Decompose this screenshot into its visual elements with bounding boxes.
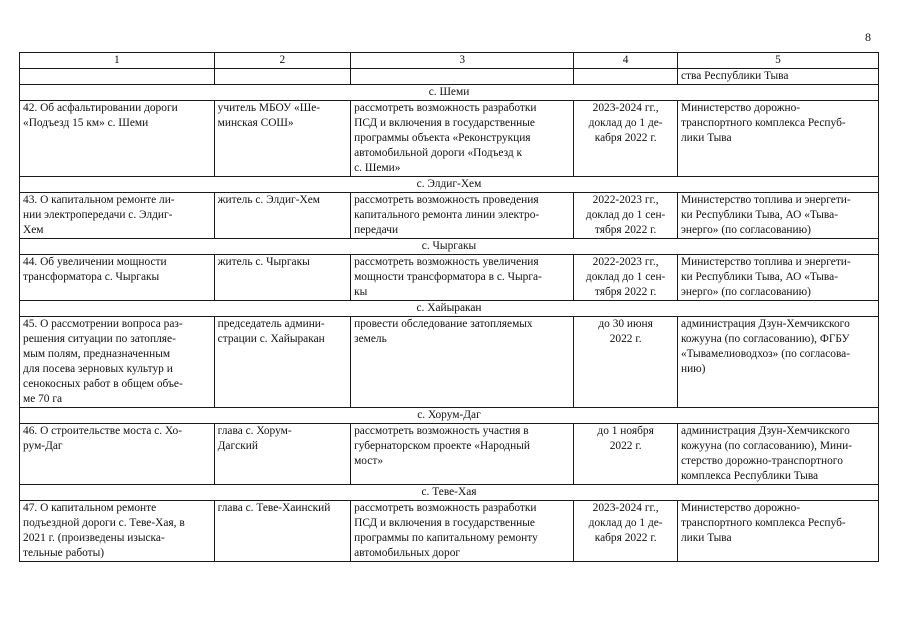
request-cell (20, 101, 215, 177)
table-cell (20, 69, 215, 85)
cell-line: рассмотреть возможность разработки (354, 102, 537, 114)
cell-line: глава с. Хорум- (217, 425, 292, 437)
table-body (20, 53, 879, 562)
cell-line: программы объекта «Реконструкция (354, 132, 531, 144)
responsible-cell: ства Республики Тыва (677, 69, 878, 85)
settlement-name: с. Чыргакы (20, 239, 879, 255)
cell-line: житель с. Чыргакы (217, 256, 310, 268)
cell-line: мощности трансформатора в с. Чырга- (354, 271, 542, 283)
table-cell (214, 69, 350, 85)
cell-line: ПСД и включения в государственные (354, 517, 535, 529)
settlement-header-row (20, 301, 879, 317)
table-cell (574, 69, 678, 85)
cell-line: 47. О капитальном ремонте (23, 502, 157, 514)
deadline-cell (574, 193, 678, 239)
cell-line: нию) (680, 363, 706, 375)
cell-line: автомобильных дорог (354, 547, 461, 559)
cell-line: председатель админи- (217, 318, 325, 330)
responsible-cell (677, 193, 878, 239)
cell-line: кабря 2022 г. (594, 532, 657, 544)
cell-line: подъездной дороги с. Теве-Хая, в (23, 517, 185, 529)
header-cell: 2 (214, 53, 350, 69)
settlement-header-row (20, 239, 879, 255)
initiator-cell (214, 255, 350, 301)
cell-line: «Тывамелиоводхоз» (по согласова- (680, 348, 851, 360)
responsible-cell (677, 317, 878, 408)
cell-line: транспортного комплекса Респуб- (680, 117, 846, 129)
action-cell (351, 424, 574, 485)
settlement-name: с. Шеми (20, 85, 879, 101)
cell-line: Министерство топлива и энергети- (680, 194, 851, 206)
cell-line: 43. О капитальном ремонте ли- (23, 194, 175, 206)
settlement-name: с. Хайыракан (20, 301, 879, 317)
deadline-cell (574, 501, 678, 562)
cell-line: передачи (354, 224, 399, 236)
settlement-header-row (20, 177, 879, 193)
cell-line: мым полям, предназначенным (23, 348, 171, 360)
cell-line: энерго» (по согласованию) (680, 224, 811, 236)
initiator-cell (214, 193, 350, 239)
cell-line: глава с. Теве-Хаинский (217, 502, 331, 514)
cell-line: тября 2022 г. (594, 224, 657, 236)
table-row (20, 101, 879, 177)
cell-line: 2023-2024 гг., (592, 502, 659, 514)
document-table (19, 52, 879, 562)
cell-line: губернаторском проекте «Народный (354, 440, 530, 452)
cell-line: минская СОШ» (217, 117, 294, 129)
cell-line: 44. Об увеличении мощности (23, 256, 167, 268)
cell-line: 2022-2023 гг., (592, 194, 659, 206)
deadline-cell (574, 317, 678, 408)
action-cell (351, 193, 574, 239)
table-row (20, 255, 879, 301)
deadline-cell (574, 424, 678, 485)
request-cell (20, 424, 215, 485)
cell-line: 42. Об асфальтировании дороги (23, 102, 178, 114)
request-cell (20, 255, 215, 301)
cell-line: рум-Даг (23, 440, 63, 452)
cell-line: 2022 г. (609, 333, 642, 345)
cell-line: рассмотреть возможность проведения (354, 194, 539, 206)
table-cell (351, 69, 574, 85)
cell-line: кабря 2022 г. (594, 132, 657, 144)
table-row (20, 193, 879, 239)
cell-line: рассмотреть возможность разработки (354, 502, 537, 514)
request-cell (20, 193, 215, 239)
initiator-cell (214, 424, 350, 485)
header-cell: 4 (574, 53, 678, 69)
cell-line: для посева зерновых культур и (23, 363, 173, 375)
continuation-row (20, 69, 879, 85)
cell-line: кожууна (по согласованию), ФГБУ (680, 333, 850, 345)
request-cell (20, 317, 215, 408)
cell-line: 2022-2023 гг., (592, 256, 659, 268)
cell-line: сенокосных работ в общем объе- (23, 378, 183, 390)
cell-line: тября 2022 г. (594, 286, 657, 298)
responsible-cell (677, 424, 878, 485)
cell-line: страции с. Хайыракан (217, 333, 325, 345)
action-cell (351, 101, 574, 177)
settlement-name: с. Хорум-Даг (20, 408, 879, 424)
cell-line: комплекса Республики Тыва (680, 470, 819, 482)
header-cell: 1 (20, 53, 215, 69)
cell-line: житель с. Элдиг-Хем (217, 194, 321, 206)
table-row (20, 424, 879, 485)
cell-line: 2023-2024 гг., (592, 102, 659, 114)
settlement-header-row (20, 85, 879, 101)
page-number: 8 (865, 30, 871, 44)
settlement-header-row (20, 408, 879, 424)
cell-line: решения ситуации по затопляе- (23, 333, 176, 345)
cell-line: транспортного комплекса Респуб- (680, 517, 846, 529)
cell-line: Министерство дорожно- (680, 502, 801, 514)
cell-line: 2021 г. (произведены изыска- (23, 532, 165, 544)
cell-line: трансформатора с. Чыргакы (23, 271, 160, 283)
cell-line: автомобильной дороги «Подъезд к (354, 147, 523, 159)
cell-line: доклад до 1 сен- (585, 209, 666, 221)
cell-line: 2022 г. (609, 440, 642, 452)
action-cell (351, 255, 574, 301)
cell-line: нии электропередачи с. Элдиг- (23, 209, 173, 221)
cell-line: провести обследование затопляемых (354, 318, 533, 330)
action-cell (351, 501, 574, 562)
cell-line: доклад до 1 сен- (585, 271, 666, 283)
cell-line: ме 70 га (23, 393, 63, 405)
cell-line: «Подъезд 15 км» с. Шеми (23, 117, 149, 129)
cell-line: администрация Дзун-Хемчикского (680, 318, 850, 330)
cell-line: ки Республики Тыва, АО «Тыва- (680, 209, 839, 221)
cell-line: ки Республики Тыва, АО «Тыва- (680, 271, 839, 283)
deadline-cell (574, 101, 678, 177)
cell-line: кы (354, 286, 368, 298)
cell-line: тельные работы) (23, 547, 105, 559)
request-cell (20, 501, 215, 562)
cell-line: рассмотреть возможность увеличения (354, 256, 539, 268)
cell-line: рассмотреть возможность участия в (354, 425, 529, 437)
cell-line: с. Шеми» (354, 162, 401, 174)
header-cell: 3 (351, 53, 574, 69)
header-row (20, 53, 879, 69)
cell-line: Дагский (217, 440, 258, 452)
cell-line: доклад до 1 де- (588, 517, 663, 529)
cell-line: лики Тыва (680, 532, 732, 544)
responsible-cell (677, 501, 878, 562)
cell-line: ПСД и включения в государственные (354, 117, 535, 129)
cell-line: кожууна (по согласованию), Мини- (680, 440, 853, 452)
deadline-cell (574, 255, 678, 301)
cell-line: до 1 ноября (597, 425, 654, 437)
initiator-cell (214, 101, 350, 177)
initiator-cell (214, 317, 350, 408)
cell-line: программы по капитальному ремонту (354, 532, 538, 544)
responsible-cell (677, 255, 878, 301)
cell-line: стерство дорожно-транспортного (680, 455, 843, 467)
initiator-cell (214, 501, 350, 562)
cell-line: доклад до 1 де- (588, 117, 663, 129)
cell-line: администрация Дзун-Хемчикского (680, 425, 850, 437)
cell-line: лики Тыва (680, 132, 732, 144)
header-cell: 5 (677, 53, 878, 69)
cell-line: 46. О строительстве моста с. Хо- (23, 425, 182, 437)
settlement-header-row (20, 485, 879, 501)
cell-line: энерго» (по согласованию) (680, 286, 811, 298)
cell-line: земель (354, 333, 387, 345)
cell-line: капитального ремонта линии электро- (354, 209, 540, 221)
table-row (20, 317, 879, 408)
cell-line: Министерство дорожно- (680, 102, 801, 114)
action-cell (351, 317, 574, 408)
cell-line: мост» (354, 455, 384, 467)
cell-line: 45. О рассмотрении вопроса раз- (23, 318, 183, 330)
cell-line: Хем (23, 224, 44, 236)
settlement-name: с. Элдиг-Хем (20, 177, 879, 193)
cell-line: до 30 июня (598, 318, 653, 330)
table-row (20, 501, 879, 562)
cell-line: Министерство топлива и энергети- (680, 256, 851, 268)
settlement-name: с. Теве-Хая (20, 485, 879, 501)
cell-line: учитель МБОУ «Ше- (217, 102, 321, 114)
responsible-cell (677, 101, 878, 177)
